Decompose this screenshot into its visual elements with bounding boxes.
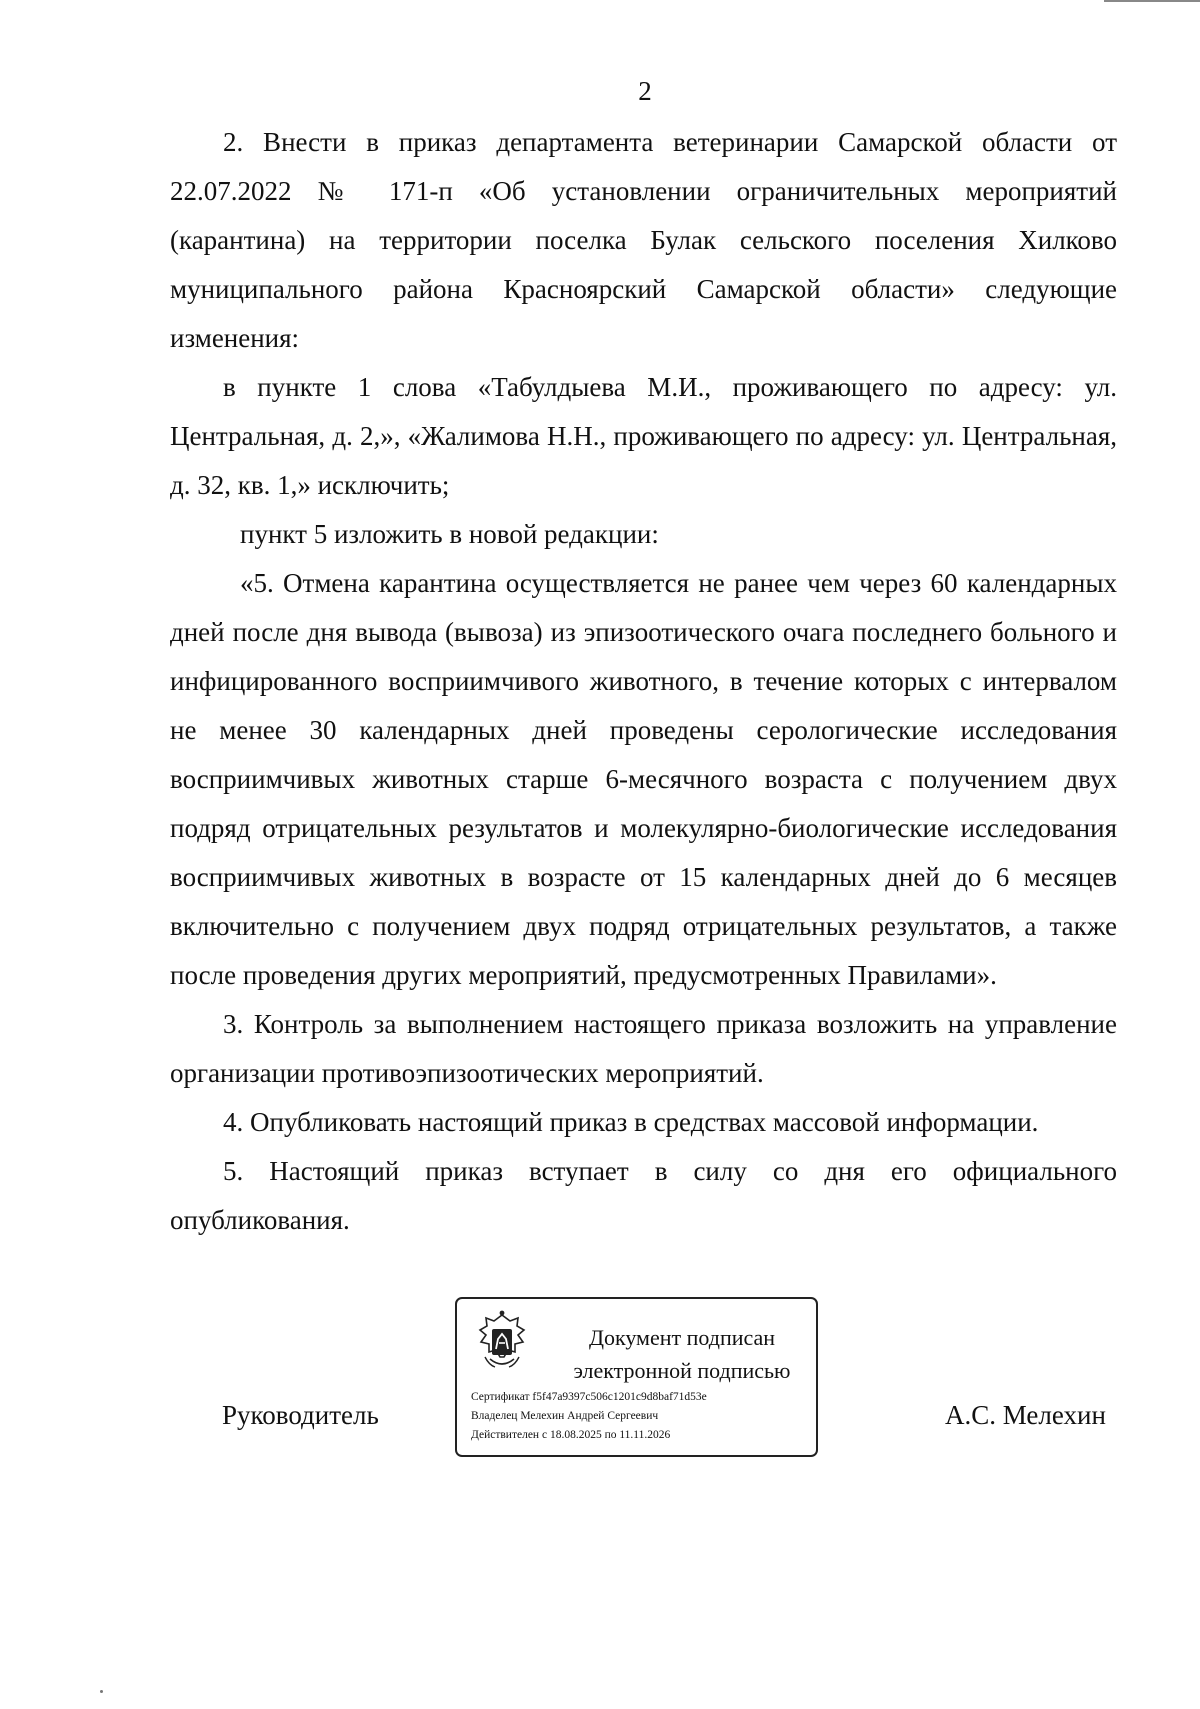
signer-role: Руководитель (222, 1400, 379, 1430)
document-body (170, 118, 1117, 1245)
stamp-owner: Владелец Мелехин Андрей Сергеевич (471, 1410, 659, 1422)
paragraph-publish: 4. Опубликовать настоящий приказ в средствах массовой информации. (223, 1107, 1039, 1137)
signer-name: А.С. Мелехин (945, 1400, 1106, 1430)
paragraph-effective: 5. Настоящий приказ вступает в силу со дня его официального опубликования. (170, 1156, 1117, 1235)
stamp-title (557, 1321, 807, 1387)
paragraph-point-5-intro: пункт 5 изложить в новой редакции: (240, 519, 659, 549)
page-number: 2 (638, 76, 652, 106)
paragraph-point-5-text: «5. Отмена карантина осуществляется не ранее чем через 60 календарных дней после дня вывода (вывоза) из эпизоотического очага последнего больного и инфицированного восприимчивого животного, в течение которых с интервалом не менее 30 календарных дней проведены серологические исследования восприимчивых животных старше 6-месячного возраста с получением двух подряд отрицательных результатов и молекулярно-биологические исследования восприимчивых животных в возрасте от 15 календарных дней до 6 месяцев включительно с получением двух подряд отрицательных результатов, а также после проведения других мероприятий, предусмотренных Правилами». (170, 568, 1117, 990)
electronic-signature-stamp (455, 1297, 818, 1457)
scan-dot-mark (100, 1690, 103, 1693)
stamp-validity: Действителен с 18.08.2025 по 11.11.2026 (471, 1429, 671, 1441)
scan-corner-mark (1104, 0, 1200, 5)
stamp-title-line-2: электронной подписью (573, 1358, 791, 1383)
stamp-certificate: Сертификат f5f47a9397c506c1201c9d8baf71d53e (471, 1391, 707, 1403)
paragraph-point-1-change: в пункте 1 слова «Табулдыева М.И., проживающего по адресу: ул. Центральная, д. 2,», «Жалимова Н.Н., проживающего по адресу: ул. Центральная, д. 32, кв. 1,» исключить; (170, 372, 1117, 500)
stamp-title-line-1: Документ подписан (588, 1325, 776, 1350)
paragraph-amend-order: 2. Внести в приказ департамента ветеринарии Самарской области от 22.07.2022 № 171-п «Об установлении ограничительных мероприятий (карантина) на территории поселка Булак сельского поселения Хилково муниципального района Красноярский Самарской области» следующие изменения: (170, 127, 1117, 353)
signature-block (0, 1297, 1200, 1457)
coat-of-arms-icon (471, 1309, 533, 1375)
paragraph-control: 3. Контроль за выполнением настоящего приказа возложить на управление организации противоэпизоотических мероприятий. (170, 1009, 1117, 1088)
